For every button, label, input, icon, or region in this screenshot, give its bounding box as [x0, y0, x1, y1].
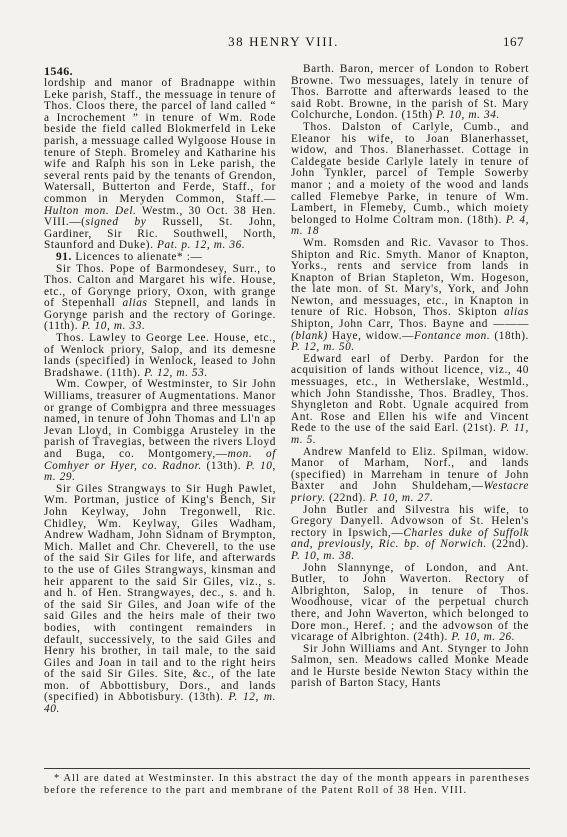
entry-text: (22nd).: [486, 538, 529, 551]
italic-reference: P. 10, m. 26.: [451, 631, 516, 644]
entry-paragraph: [44, 78, 276, 252]
entry-paragraph: [291, 354, 529, 447]
entry-paragraph: [44, 264, 276, 334]
italic-reference: P. 11, m. 5.: [291, 422, 529, 446]
entry-paragraph: [291, 563, 529, 644]
italic-reference: alias: [122, 297, 148, 310]
entry-text: (22nd).: [325, 491, 370, 504]
italic-reference: P. 12, m. 50.: [291, 341, 355, 354]
right-text-column: [291, 64, 529, 690]
entry-text: John Butler and Silvestra his wife, to Gregory Danyell. Advowson of St. Helen's rectory in Ipswich,—: [291, 503, 529, 539]
italic-reference: P. 10, m. 29.: [44, 459, 276, 484]
entry-text: Stepnell, and lands in Gorynge parish and the rectory of Goringe. (11th).: [44, 297, 276, 333]
italic-reference: P. 10, m. 34.: [436, 109, 500, 122]
running-header-title: 38 HENRY VIII.: [228, 34, 339, 49]
italic-reference: P. 10, m. 27.: [369, 491, 434, 504]
footnote-divider: [44, 768, 530, 769]
entry-text: (18th).: [490, 329, 529, 342]
italic-reference: P. 12, m. 53.: [144, 366, 208, 379]
italic-reference: P. 12, m. 40.: [44, 691, 277, 716]
italic-reference: Westacre priory.: [291, 480, 529, 504]
entry-paragraph: [291, 238, 529, 354]
entry-text: (13th).: [201, 459, 246, 472]
italic-reference: mon. of Comhyer or Hyer, co. Radnor.: [44, 448, 276, 472]
italic-reference: P. 10, m. 38.: [291, 549, 355, 562]
entry-text: Shipton, John Carr, Thos. Bayne and ———: [291, 318, 529, 331]
entry-text: lordship and manor of Bradnappe within Leke parish, Staff., the messuage in tenure of Thos. Cloos there, the parcel of land called “ a Incrochement ” in tenure of Wm. Rode beside the field called Blokmerfeld in Leke parish, a messuage called Wylgoose House in tenure of Steph. Bromeley and Katharine his wife and Ralph his son in Leke parish, the several rents paid by the tenants of Grendon, Watersall, Butterton and Ferde, Staff., for common in Meryden Common, Staff.—: [44, 77, 276, 205]
entry-text: Sir Thos. Pope of Barmondesey, Surr., to Thos. Calton and Margaret his wife. House, etc., of Gorynge priory, Oxon, with grange of Stepenhall: [44, 262, 276, 310]
italic-reference: Fontance mon.: [414, 329, 491, 342]
entry-text: Edward earl of Derby. Pardon for the acquisition of lands without licence, viz., 40 messuages, etc., in Wetherslake, Westmld., which John Standisshe, Thos. Bradley, Thos. Shyngleton and Robt. Ugnale acquired from Ant. Rose and Ellen his wife and Vincent Rede to the use of the said Earl. (21st).: [291, 352, 529, 435]
entry-text: Wm. Romsden and Ric. Vavasor to Thos. Shipton and Ric. Smyth. Manor of Knapton, Yorks., rents and service from lands in Knapton of Brian Stapleton, Wm. Hogeson, the late mon. of St. Mary's, York, and John Newton, and messuages, etc., in Knapton in tenure of Ric. Hobson, Thos. Skipton: [291, 236, 529, 319]
entry-number: 91.: [56, 250, 72, 263]
entry-text: Westm., 30 Oct. 38 Hen. VIII.—(: [44, 204, 276, 229]
entry-paragraph: [291, 64, 529, 122]
italic-reference: P. 10, m. 33.: [81, 320, 146, 333]
entry-text: Wm. Cowper, of Westminster, to Sir John Williams, treasurer of Augmentations. Manor or grange of Combigpra and three messuages named, in tenure of John Thomas and Ll'n ap Jevan Lloyd, in Combigga Arusteley in the parish of Travegias, between the rivers Lloyd and Buga, co. Montgomery,—: [44, 378, 276, 460]
footnote: * All are dated at Westminster. In this abstract the day of the month appears in parentheses before the reference to the part and membrane of the Patent Roll of 38 Hen. VIII.: [44, 773, 530, 796]
entry-paragraph: [44, 484, 276, 716]
entry-text: John Slannynge, of London, and Ant. Butler, to John Waverton. Rectory of Albrighton, Salop, in tenure of Thos. Woodhouse, vicar of the perpetual church there, and John Waverton, which belonged to Dore mon., Heref. ; and the advowson of the vicarage of Albrighton. (24th).: [291, 561, 529, 644]
entry-text: Licences to alienate* :—: [71, 250, 203, 263]
italic-reference: (blank): [291, 329, 328, 342]
year-heading: 1546.: [44, 64, 73, 78]
entry-text: Thos. Lawley to George Lee. House, etc., of Wenlock priory, Salop, and its demesne lands (specified) in Wenlock, leased to John Bradshawe. (11th).: [44, 332, 276, 379]
left-text-column: [44, 78, 276, 716]
page-number: 167: [503, 34, 524, 49]
entry-text: Barth. Baron, mercer of London to Robert Browne. Two messuages, lately in tenure of Thos. Barrotte and afterwards leased to the said Robt. Browne, in the parish of St. Mary Colchurche, London. (15th): [291, 63, 529, 122]
entry-text: Sir John Williams and Ant. Stynger to John Salmon, sen. Meadows called Monke Meade and le Hurste beside Newton Stacy within the parish of Barton Stacy, Hants: [291, 642, 529, 690]
entry-text: Andrew Manfeld to Eliz. Spilman, widow. Manor of Marham, Norf., and lands (specified) in Marreham in tenure of John Baxter and John Shuldeham,—: [291, 445, 529, 493]
entry-paragraph: [291, 122, 529, 238]
italic-reference: Hulton mon. Del.: [44, 204, 137, 217]
italic-reference: Pat. p. 12, m. 36.: [157, 239, 246, 252]
entry-text: Russell, St. John, Gardiner, Sir Ric. Southwell, North, Staunford and Duke).: [44, 216, 276, 252]
entry-paragraph: [291, 505, 529, 563]
entry-paragraph: [44, 333, 276, 379]
entry-text: Haye, widow.—: [327, 329, 415, 342]
entry-paragraph: [291, 644, 529, 690]
italic-reference: P. 4, m. 18: [291, 213, 529, 238]
entry-text: Thos. Dalston of Carlyle, Cumb., and Eleanor his wife, to Joan Blanerhasset, widow, and Thos. Blanerhasset. Cottage in Caldegate beside Carlyle lately in tenure of John Tynkler, parcel of Temple Sowerby manor ; and a moiety of the wood and lands called Flemebye Parke, in tenure of Wm. Lambert, in Flemeby, Cumb., which moiety belonged to Holme Coltram mon. (18th).: [291, 120, 529, 226]
entry-paragraph: [44, 379, 276, 483]
entry-text: Sir Giles Strangways to Sir Hugh Pawlet, Wm. Portman, justice of King's Bench, Sir John Keylway, John Tregonwell, Ric. Chidley, Wm. Keylway, Giles Wadham, Andrew Wadham, John Sidnam of Brympton, Mich. Mallet and Chr. Cheverell, to the use of the said Sir Giles for life, and afterwards to the use of Giles Strangways, kinsman and heir apparent to the said Sir Giles, viz., s. and h. of Hen. Strangwayes, dec., s. and h. of the said Sir Giles, and Joan wife of the said Giles and the heirs male of their two bodies, with contingent remainders in default, successively, to the said Giles and Henry his brother, in tail male, to the said Giles and Joan in tail and to the right heirs of the said Sir Giles. Site, &c., of the late mon. of Abbottisbury, Dors., and lands (specified) in Abbotisbury. (13th).: [44, 482, 276, 704]
italic-reference: signed by: [85, 216, 147, 229]
italic-reference: Charles duke of Suffolk and, previously, Ric. bp. of Norwich.: [291, 526, 529, 551]
entry-paragraph: [291, 447, 529, 505]
italic-reference: alias: [504, 306, 529, 319]
